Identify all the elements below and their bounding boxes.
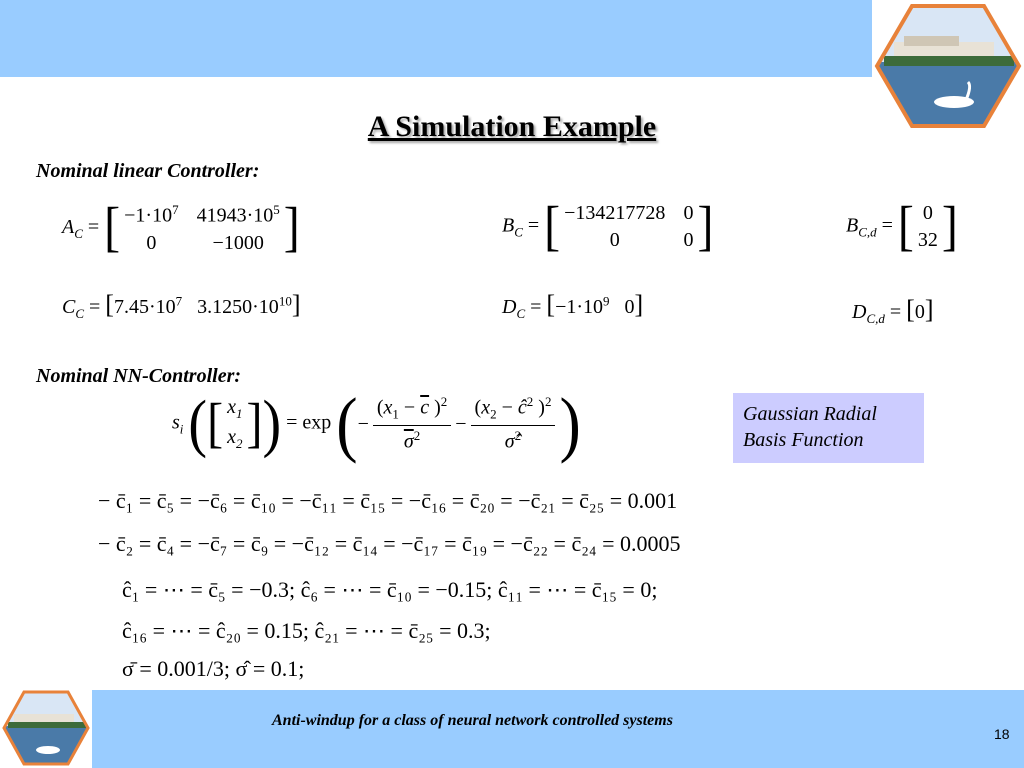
matrix-dcd: $D_{C,d} = [0]$ [852, 295, 934, 326]
section-linear-heading: Nominal linear Controller: [36, 160, 260, 182]
bc-r1c1: −134217728 [564, 202, 666, 224]
dc-label: D [502, 296, 517, 318]
gaussian-rbf-note [733, 393, 924, 463]
cc-sub: C [75, 306, 85, 321]
cc-c1-exp: 7 [175, 293, 183, 309]
bc-r2c2: 0 [683, 229, 694, 251]
ac-r1c1-exp: 7 [172, 202, 179, 217]
bc-r1c2: 0 [683, 202, 694, 224]
matrix-bc: $B_C$ = [ −134217728 0 0 0 ] [502, 195, 714, 257]
note-line-1: Gaussian Radial [743, 403, 877, 425]
cc-c1: 7.45·10 [113, 296, 176, 318]
cc-c2: 3.1250·10 [197, 296, 279, 318]
header-band [0, 0, 872, 77]
equation-line-4: ĉ₁₆ = ⋯ = ĉ₂₀ = 0.15; ĉ₂₁ = ⋯ = c̄₂₅ = 0.3; [122, 618, 491, 643]
matrix-bcd: $B_{C,d}$ = [ 0 32 ] [846, 195, 958, 257]
bcd-r1: 0 [922, 202, 933, 224]
ac-r1c1: −1·10 [124, 204, 173, 227]
bcd-sub: C,d [858, 224, 877, 240]
ac-r1c2: 41943·10 [196, 204, 274, 227]
section-nn-heading: Nominal NN-Controller: [36, 365, 242, 387]
dcd-sub: C,d [866, 311, 885, 326]
ac-r2c1: 0 [146, 231, 157, 254]
matrix-dc: $D_C = [-1\cdot 10^9$ 0] [502, 290, 644, 321]
page-number: 18 [994, 726, 1010, 742]
page-title: A Simulation Example [367, 110, 657, 143]
dcd-c1: 0 [914, 301, 925, 323]
dc-c2: 0 [624, 296, 635, 318]
equation-line-5: σ̄ = 0.001/3; σ̂ = 0.1; [122, 656, 305, 681]
dcd-label: D [852, 301, 867, 323]
dc-c1-exp: 9 [603, 293, 610, 309]
equation-line-1: − c̄₁ = c̄₅ = −c̄₆ = c̄₁₀ = −c̄₁₁ = c̄₁₅ = −c̄₁₆ = c̄₂₀ = −c̄₂₁ = c̄₂₅ = 0.001 [98, 488, 678, 513]
equation-line-2: − c̄₂ = c̄₄ = −c̄₇ = c̄₉ = −c̄₁₂ = c̄₁₄ = −c̄₁₇ = c̄₁₉ = −c̄₂₂ = c̄₂₄ = 0.0005 [98, 531, 681, 556]
note-line-2: Basis Function [743, 429, 864, 451]
cc-c2-exp: 10 [278, 293, 292, 309]
bcd-r2: 32 [917, 229, 938, 251]
ac-r1c2-exp: 5 [273, 202, 280, 217]
equation-line-3: ĉ₁ = ⋯ = c̄₅ = −0.3; ĉ₆ = ⋯ = c̄₁₀ = −0.15; ĉ₁₁ = ⋯ = c̄₁₅ = 0; [122, 577, 658, 602]
bc-r2c1: 0 [609, 229, 620, 251]
dc-sub: C [516, 306, 526, 321]
campus-logo-small-icon [2, 690, 90, 766]
ac-label: A [62, 215, 75, 238]
footer-title: Anti-windup for a class of neural network controlled systems [272, 712, 673, 729]
dc-c1: −1·10 [555, 296, 604, 318]
cc-label: C [62, 296, 76, 318]
bcd-label: B [846, 214, 859, 237]
ac-r2c2: −1000 [212, 231, 264, 254]
rbf-formula: $s_i$ ( [ $x_1$ $x_2$ ] ) = exp ( − $\frac{(x_1 - \overline{c} )^2}{\overline{\sigma}^2}$ − $\frac{(x_2 - ĉ^2 )^2}{\sigmâ^2}$ ) [172, 382, 581, 465]
matrix-ac: $A_C$ = [ $-1\cdot 10^7$ $41943\cdot 10^5$ 0 −1000 ] [62, 197, 300, 259]
matrix-cc: $C_C = [7.45\cdot 10^7$ $3.1250\cdot 10^{10}$] [62, 290, 301, 321]
ac-sub: C [74, 225, 83, 241]
bc-label: B [502, 214, 515, 237]
bc-sub: C [514, 224, 523, 240]
